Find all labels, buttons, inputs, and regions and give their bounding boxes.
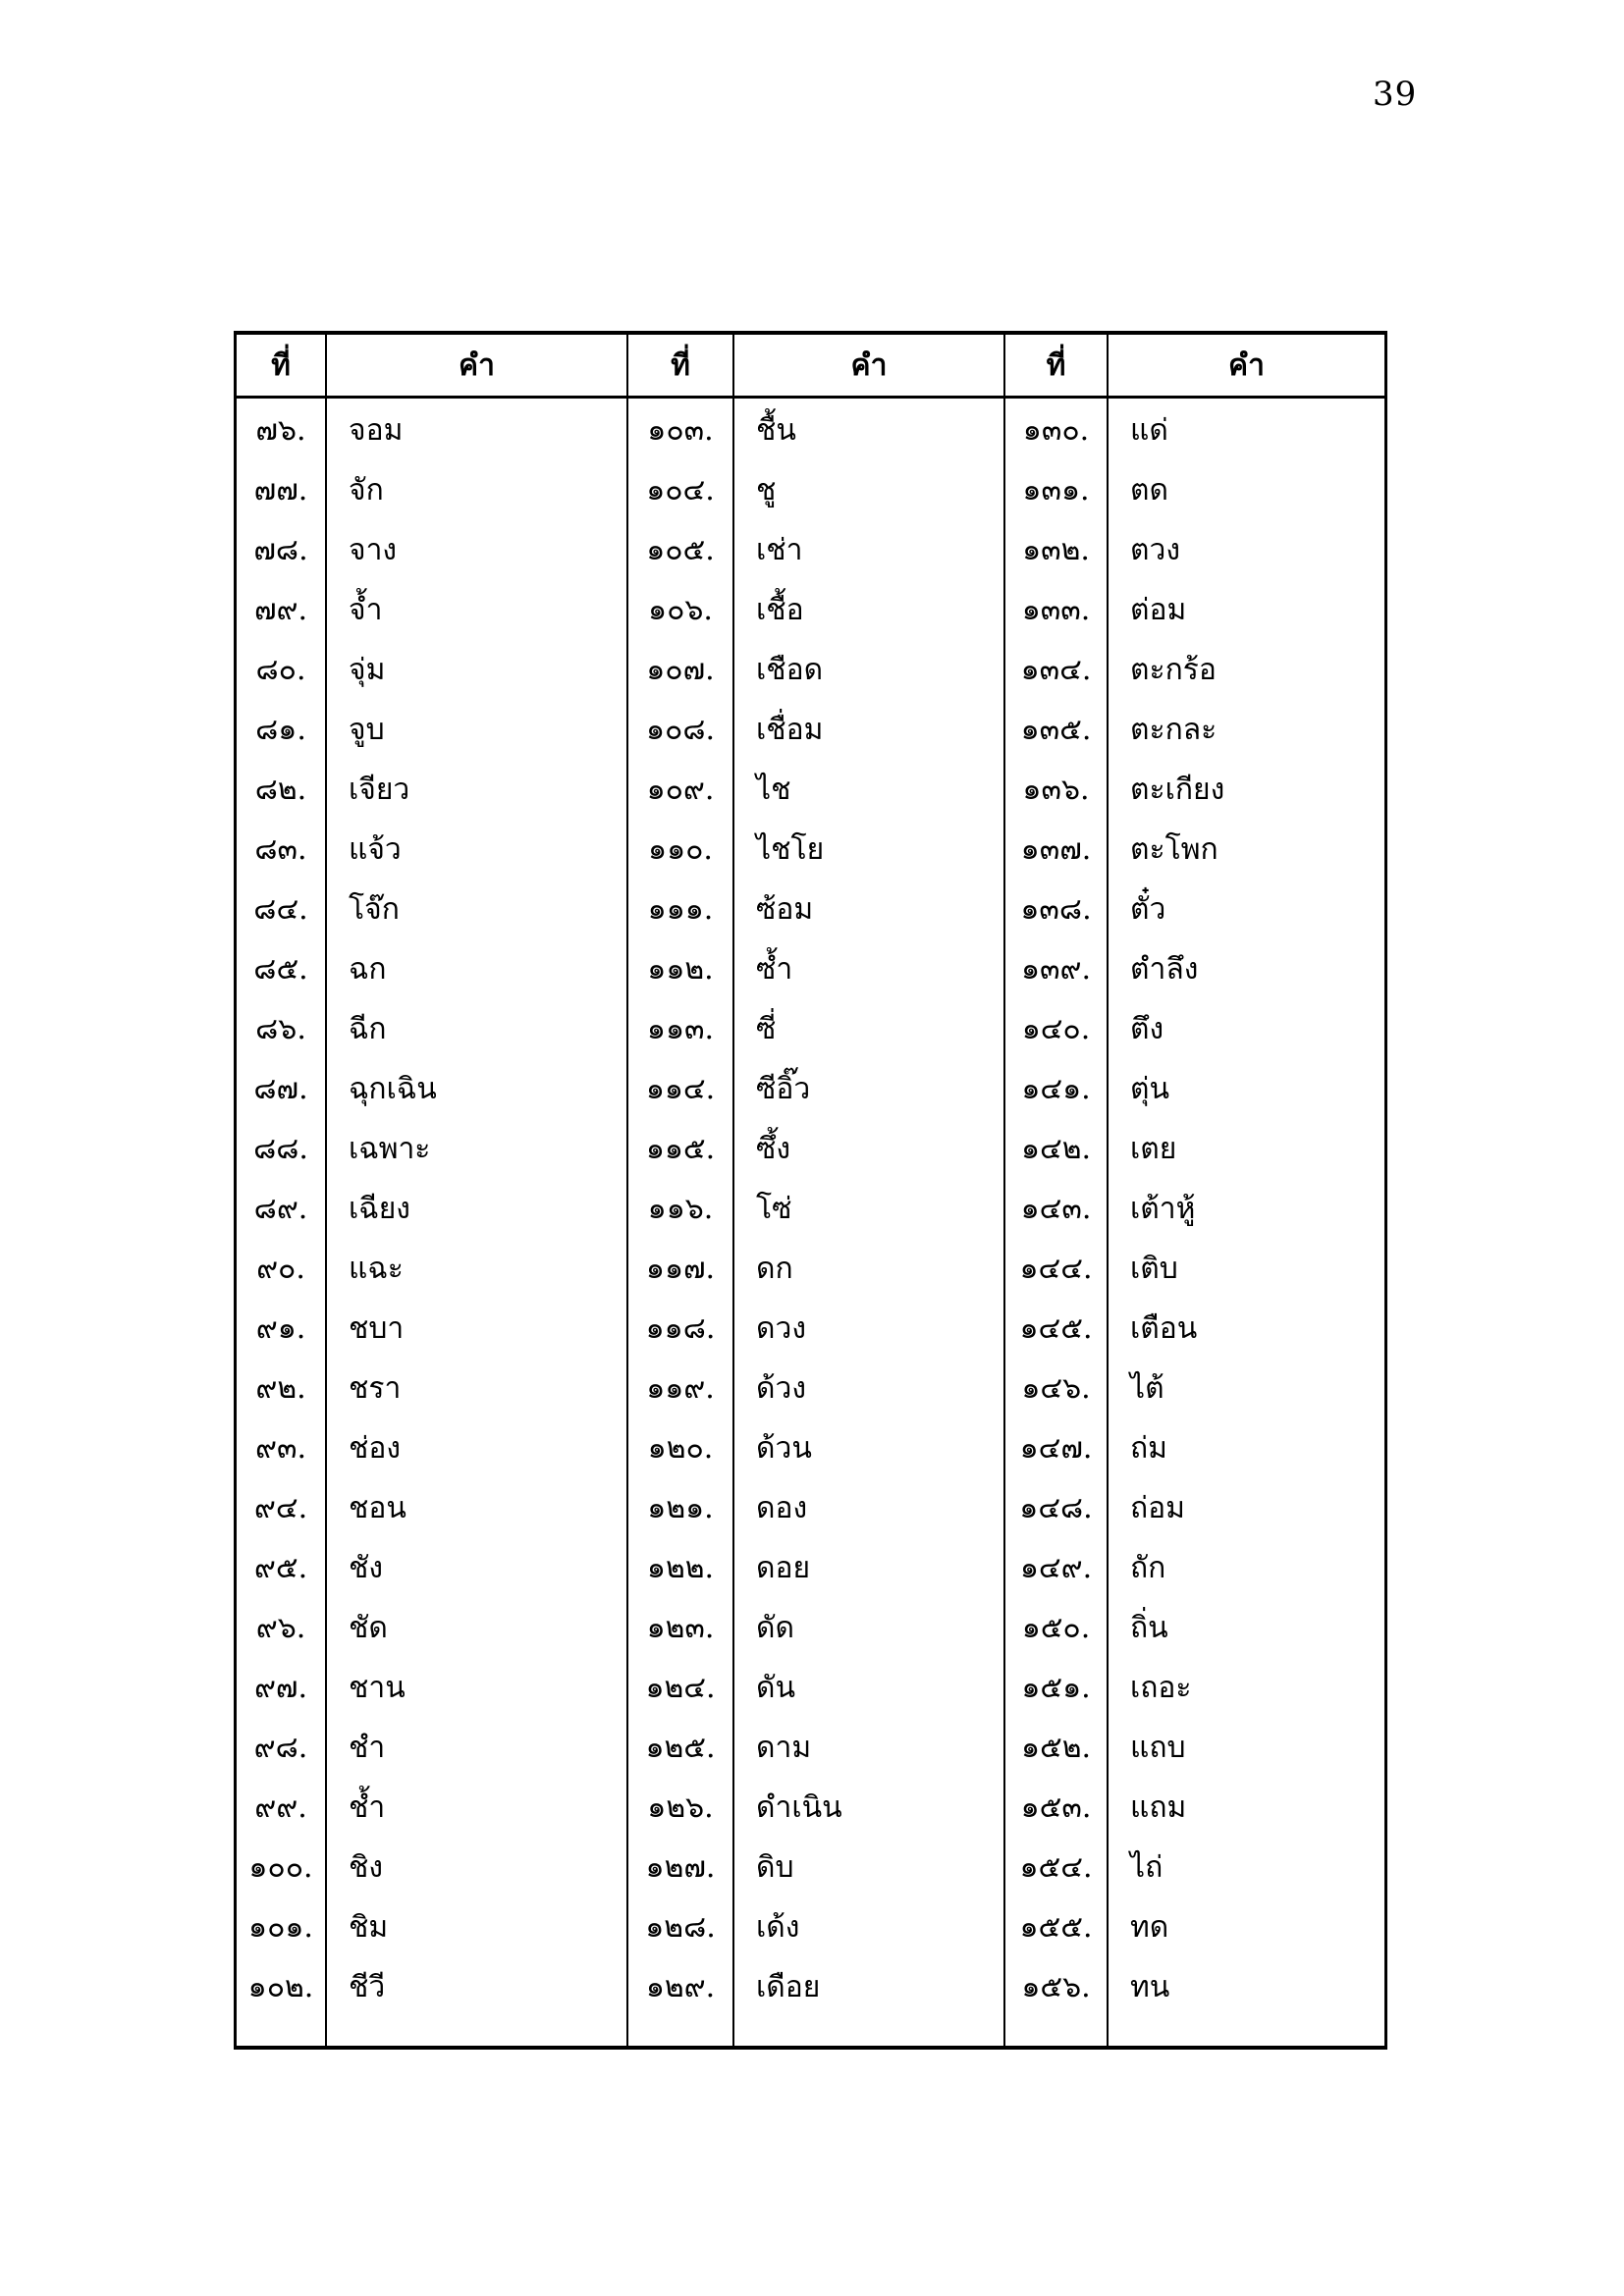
row-number: ๑๑๒. (647, 951, 714, 987)
row-word: ต่อม (1130, 592, 1187, 627)
row-number: ๙๕. (253, 1550, 308, 1585)
row-number: ๘๙. (253, 1191, 308, 1226)
row-number: ๙๓. (254, 1430, 307, 1466)
row-number: ๑๐๒. (247, 1969, 314, 2004)
row-word: จัก (349, 472, 384, 507)
row-word: ถิ่น (1130, 1610, 1168, 1645)
row-number: ๙๖. (255, 1610, 306, 1645)
row-number: ๑๒๓. (646, 1610, 715, 1645)
row-word: เตย (1130, 1131, 1177, 1166)
row-word: ดัด (756, 1610, 794, 1645)
row-word: แจ้ว (349, 831, 402, 867)
row-word: เถอะ (1130, 1670, 1192, 1705)
row-number: ๙๔. (253, 1490, 308, 1525)
row-number: ๑๐๔. (646, 472, 715, 507)
header-no-2: ที่ (628, 335, 734, 396)
row-number: ๑๔๒. (1020, 1131, 1092, 1166)
row-number: ๑๒๐. (647, 1430, 714, 1466)
row-word: ไชโย (756, 831, 825, 867)
row-word: ถ่ม (1130, 1430, 1167, 1466)
number-column-1 (237, 399, 327, 2046)
row-number: ๑๕๐. (1021, 1610, 1091, 1645)
row-number: ๑๐๓. (647, 412, 714, 448)
row-number: ๘๓. (254, 831, 307, 867)
row-number: ๘๖. (255, 1011, 306, 1046)
table-body (237, 399, 1384, 2046)
row-word: ชัง (349, 1550, 384, 1585)
row-word: ทน (1130, 1969, 1170, 2004)
row-number: ๘๘. (253, 1131, 308, 1166)
row-word: ฉุกเฉิน (349, 1071, 437, 1106)
row-number: ๑๒๔. (645, 1670, 716, 1705)
row-word: จ้ำ (349, 592, 383, 627)
row-number: ๘๔. (253, 891, 308, 927)
row-number: ๙๘. (253, 1730, 308, 1765)
row-word: แถม (1130, 1789, 1187, 1825)
row-word: เจียว (349, 772, 410, 807)
row-number: ๑๓๙. (1020, 951, 1092, 987)
row-word: ชัด (349, 1610, 388, 1645)
row-number: ๑๕๑. (1021, 1670, 1091, 1705)
row-number: ๘๒. (254, 772, 307, 807)
row-number: ๑๓๖. (1022, 772, 1090, 807)
row-word: ชิม (349, 1909, 389, 1945)
row-number: ๘๐. (255, 652, 306, 687)
row-number: ๙๙. (254, 1789, 307, 1825)
row-number: ๑๒๑. (647, 1490, 714, 1525)
row-word: ซีอิ๊ว (756, 1071, 811, 1106)
row-number: ๑๑๗. (645, 1251, 716, 1286)
row-word: เชือด (756, 652, 824, 687)
row-word: แด่ (1130, 412, 1168, 448)
row-number: ๑๔๕. (1019, 1310, 1093, 1346)
row-word: แถบ (1130, 1730, 1186, 1765)
row-word: เฉียง (349, 1191, 410, 1226)
row-number: ๑๓๕. (1020, 712, 1092, 747)
row-number: ๑๓๒. (1022, 532, 1090, 567)
row-number: ๑๔๗. (1019, 1430, 1093, 1466)
row-word: เช่า (756, 532, 803, 567)
row-number: ๑๒๖. (647, 1789, 714, 1825)
row-number: ๘๗. (253, 1071, 308, 1106)
row-number: ๗๖. (255, 412, 306, 448)
row-number: ๑๒๕. (645, 1730, 716, 1765)
row-word: ตำลึง (1130, 951, 1199, 987)
row-number: ๑๕๖. (1021, 1969, 1091, 2004)
word-table (234, 331, 1387, 2050)
row-number: ๑๐๗. (646, 652, 715, 687)
row-number: ๑๔๔. (1019, 1251, 1093, 1286)
row-word: ชีวี (349, 1969, 386, 2004)
row-word: เต้าหู้ (1130, 1191, 1196, 1226)
word-column-3 (1109, 399, 1384, 2046)
row-word: ชู (756, 472, 777, 507)
row-word: ชื้น (756, 412, 796, 448)
header-no-3: ที่ (1005, 335, 1109, 396)
header-word-2: คำ (734, 335, 1005, 396)
row-number: ๑๔๐. (1021, 1011, 1091, 1046)
row-word: ชำ (349, 1730, 386, 1765)
row-number: ๑๓๓. (1021, 592, 1091, 627)
row-word: ตะกร้อ (1130, 652, 1217, 687)
row-number: ๑๔๙. (1019, 1550, 1093, 1585)
row-number: ๙๑. (255, 1310, 306, 1346)
row-number: ๙๗. (253, 1670, 308, 1705)
row-word: ดก (756, 1251, 793, 1286)
row-word: ซ้อม (756, 891, 814, 927)
row-number: ๑๒๘. (645, 1909, 716, 1945)
row-number: ๑๑๑. (647, 891, 714, 927)
row-number: ๑๔๑. (1021, 1071, 1091, 1106)
number-column-3 (1005, 399, 1109, 2046)
row-word: ฉีก (349, 1011, 387, 1046)
header-word-1: คำ (327, 335, 628, 396)
row-number: ๑๓๗. (1020, 831, 1092, 867)
row-number: ๑๔๖. (1021, 1370, 1091, 1406)
row-word: ด้วน (756, 1430, 812, 1466)
row-word: โซ่ (756, 1191, 792, 1226)
row-word: เชื่อม (756, 712, 824, 747)
table-header-row (237, 335, 1384, 399)
row-number: ๑๒๙. (645, 1969, 716, 2004)
row-word: ด้วง (756, 1370, 806, 1406)
row-word: ตด (1130, 472, 1168, 507)
row-word: ช้ำ (349, 1789, 386, 1825)
row-number: ๘๕. (253, 951, 308, 987)
row-word: ชรา (349, 1370, 402, 1406)
row-number: ๗๗. (253, 472, 308, 507)
row-word: ชบา (349, 1310, 405, 1346)
row-word: จาง (349, 532, 398, 567)
row-number: ๗๘. (253, 532, 308, 567)
row-word: ถ่อม (1130, 1490, 1185, 1525)
row-word: เด้ง (756, 1909, 800, 1945)
row-number: ๙๒. (255, 1370, 306, 1406)
row-number: ๑๓๑. (1022, 472, 1090, 507)
row-word: เตือน (1130, 1310, 1198, 1346)
row-word: ตุ่น (1130, 1071, 1169, 1106)
row-number: ๑๓๔. (1020, 652, 1092, 687)
row-word: ดิบ (756, 1849, 794, 1885)
row-word: ตะเกียง (1130, 772, 1225, 807)
header-word-3: คำ (1228, 347, 1265, 383)
row-word: ตึง (1130, 1011, 1164, 1046)
page-number: 39 (1373, 75, 1418, 114)
row-word: ไช (756, 772, 791, 807)
row-word: เติบ (1130, 1251, 1178, 1286)
header-no-1: ที่ (237, 335, 327, 396)
row-word: ดอย (756, 1550, 811, 1585)
row-number: ๑๐๖. (648, 592, 713, 627)
row-number: ๑๐๘. (645, 712, 716, 747)
row-word: ซี่ (756, 1011, 777, 1046)
row-number: ๘๑. (255, 712, 306, 747)
row-number: ๑๐๕. (646, 532, 715, 567)
row-number: ๗๙. (253, 592, 308, 627)
row-word: จุ่ม (349, 652, 386, 687)
row-word: ซึ้ง (756, 1131, 791, 1166)
row-word: เฉพาะ (349, 1131, 431, 1166)
row-word: ซ้ำ (756, 951, 793, 987)
row-number: ๑๕๓. (1020, 1789, 1092, 1825)
row-word: ดำเนิน (756, 1789, 842, 1825)
row-word: ดาม (756, 1730, 812, 1765)
row-word: ช่อง (349, 1430, 402, 1466)
row-number: ๑๑๐. (648, 831, 713, 867)
row-number: ๑๕๔. (1019, 1849, 1093, 1885)
row-word: ตวง (1130, 532, 1180, 567)
row-number: ๑๑๘. (645, 1310, 716, 1346)
row-word: เชื้อ (756, 592, 804, 627)
row-number: ๑๓๐. (1022, 412, 1090, 448)
row-number: ๑๐๑. (248, 1909, 313, 1945)
row-number: ๑๑๓. (646, 1011, 715, 1046)
row-word: ฉก (349, 951, 387, 987)
row-word: ดอง (756, 1490, 808, 1525)
row-word: ทด (1130, 1909, 1169, 1945)
row-number: ๑๐๐. (248, 1849, 313, 1885)
row-number: ๙๐. (256, 1251, 305, 1286)
row-word: จอม (349, 412, 404, 448)
row-word: ชิง (349, 1849, 384, 1885)
number-column-2 (628, 399, 734, 2046)
row-word: ไถ่ (1130, 1849, 1164, 1885)
row-word: ชอน (349, 1490, 406, 1525)
row-number: ๑๔๘. (1019, 1490, 1093, 1525)
row-number: ๑๓๘. (1020, 891, 1092, 927)
row-word: แฉะ (349, 1251, 404, 1286)
row-word: ดัน (756, 1670, 795, 1705)
row-number: ๑๑๙. (646, 1370, 715, 1406)
row-word: ถัก (1130, 1550, 1166, 1585)
row-number: ๑๒๗. (645, 1849, 716, 1885)
row-word: ชาน (349, 1670, 406, 1705)
row-word: จูบ (349, 712, 385, 747)
row-number: ๑๔๓. (1020, 1191, 1092, 1226)
row-number: ๑๑๕. (645, 1131, 716, 1166)
row-word: ดวง (756, 1310, 806, 1346)
word-column-1 (327, 399, 628, 2046)
row-number: ๑๒๒. (646, 1550, 715, 1585)
word-column-2 (734, 399, 1005, 2046)
row-number: ๑๑๔. (645, 1071, 716, 1106)
row-number: ๑๕๕. (1019, 1909, 1093, 1945)
row-number: ๑๐๙. (646, 772, 715, 807)
row-number: ๑๕๒. (1020, 1730, 1092, 1765)
row-word: โจ๊ก (349, 891, 400, 927)
row-word: ตั๋ว (1130, 891, 1166, 927)
row-word: เดือย (756, 1969, 821, 2004)
row-word: ตะโพก (1130, 831, 1218, 867)
row-word: ตะกละ (1130, 712, 1218, 747)
row-word: ไต้ (1130, 1370, 1164, 1406)
row-number: ๑๑๖. (647, 1191, 714, 1226)
